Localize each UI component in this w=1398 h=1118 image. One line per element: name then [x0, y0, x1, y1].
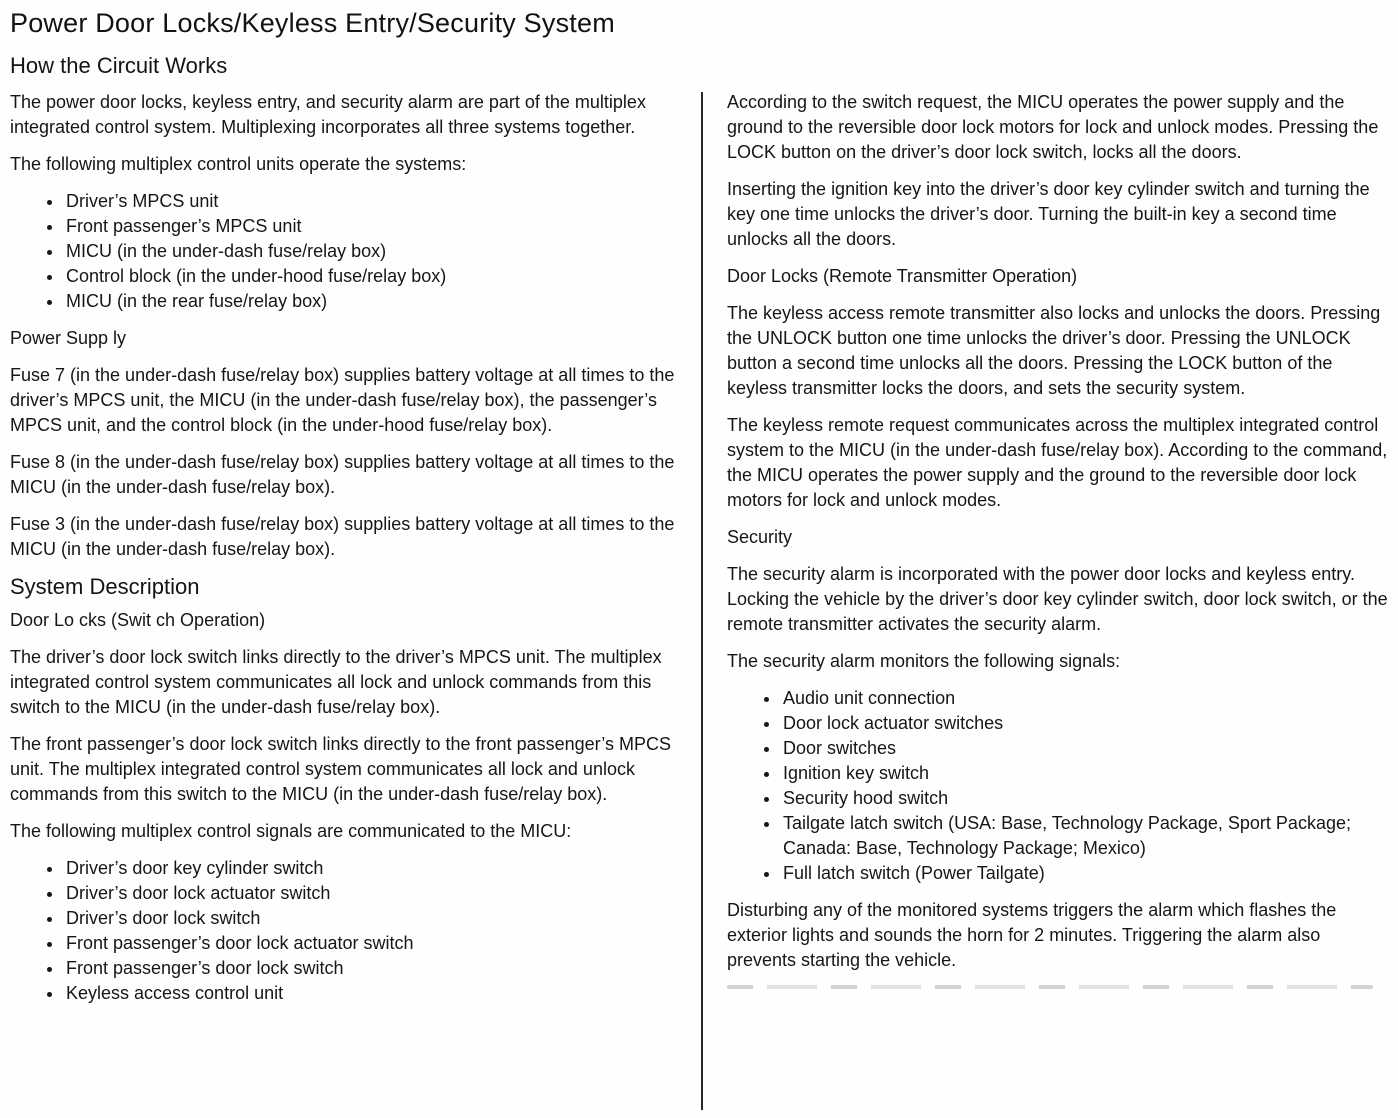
paragraph-driver-switch: The driver’s door lock switch links directly to the driver’s MPCS unit. The multiplex integrated control system communicates all lock and unlock commands from this switch to the MICU (in the under-dash fuse/relay box).	[10, 647, 662, 717]
paragraph-security-alarm: The security alarm is incorporated with the power door locks and keyless entry. Locking the vehicle by the driver’s door key cylinder switch, door lock switch, or the remote transmitter activates the security alarm.	[727, 564, 1388, 634]
list-item: • Driver’s door key cylinder switch	[64, 856, 686, 881]
paragraph-units-lead: The following multiplex control units operate the systems:	[10, 154, 467, 174]
list-item: • Front passenger’s door lock switch	[64, 956, 686, 981]
list-item: • Ignition key switch	[781, 761, 1393, 786]
multiplex-signals-list	[10, 856, 686, 1006]
list-item: • Security hood switch	[781, 786, 1393, 811]
page-title: Power Door Locks/Keyless Entry/Security System	[10, 8, 615, 38]
paragraph-switch-request: According to the switch request, the MICU operates the power supply and the ground to the reversible door lock motors for lock and unlock modes. Pressing the LOCK button on the driver’s door lock switch, locks all the doors.	[727, 92, 1379, 162]
right-column	[727, 90, 1393, 989]
paragraph-keyless-transmitter: The keyless access remote transmitter also locks and unlocks the doors. Pressing the UNLOCK button one time unlocks the driver’s door. Pressing the UNLOCK button a second time unlocks all the doors. Pressing the LOCK button of the keyless transmitter locks the doors, and sets the security system.	[727, 303, 1381, 398]
subheading-power-supply: Power Supp ly	[10, 328, 127, 348]
paragraph-ignition-key: Inserting the ignition key into the driver’s door key cylinder switch and turning the key one time unlocks the driver’s door. Turning the built-in key a second time unlocks all the doors.	[727, 179, 1370, 249]
paragraph-alarm-trigger: Disturbing any of the monitored systems triggers the alarm which flashes the exterior lights and sounds the horn for 2 minutes. Triggering the alarm also prevents starting the vehicle.	[727, 900, 1337, 970]
list-item: • Driver’s door lock switch	[64, 906, 686, 931]
page-header	[10, 8, 1390, 79]
paragraph-intro: The power door locks, keyless entry, and security alarm are part of the multiplex integrated control system. Multiplexing incorporates all three systems together.	[10, 92, 646, 137]
list-item: • Front passenger’s MPCS unit	[64, 214, 686, 239]
section-heading-system-description: System Description	[10, 574, 200, 599]
subheading-door-locks-switch-operation: Door Lo cks (Swit ch Operation)	[10, 610, 266, 630]
list-item: • MICU (in the under-dash fuse/relay box)	[64, 239, 686, 264]
control-units-list	[10, 189, 686, 314]
monitored-signals-list	[727, 686, 1393, 886]
list-item: • Front passenger’s door lock actuator switch	[64, 931, 686, 956]
list-item: • Control block (in the under-hood fuse/relay box)	[64, 264, 686, 289]
paragraph-keyless-request: The keyless remote request communicates across the multiplex integrated control system to the MICU (in the under-dash fuse/relay box). According to the command, the MICU operates the power supply and the ground to the reversible door lock motors for lock and unlock modes.	[727, 415, 1388, 510]
paragraph-fuse8: Fuse 8 (in the under-dash fuse/relay box) supplies battery voltage at all times to the MICU (in the under-dash fuse/relay box).	[10, 452, 675, 497]
column-divider	[701, 92, 703, 1110]
list-item: • Door switches	[781, 736, 1393, 761]
list-item: • Keyless access control unit	[64, 981, 686, 1006]
section-heading-how-circuit-works: How the Circuit Works	[10, 53, 228, 78]
subheading-security: Security	[727, 527, 793, 547]
list-item: • MICU (in the rear fuse/relay box)	[64, 289, 686, 314]
paragraph-fuse7: Fuse 7 (in the under-dash fuse/relay box) supplies battery voltage at all times to the driver’s MPCS unit, the MICU (in the under-dash fuse/relay box), the passenger’s MPCS unit, and the control block (in the under-hood fuse/relay box).	[10, 365, 675, 435]
list-item: • Driver’s door lock actuator switch	[64, 881, 686, 906]
list-item: • Audio unit connection	[781, 686, 1393, 711]
clipped-text-artifact	[727, 985, 1373, 989]
paragraph-monitored-lead: The security alarm monitors the following signals:	[727, 651, 1121, 671]
subheading-door-locks-remote-operation: Door Locks (Remote Transmitter Operation)	[727, 266, 1078, 286]
list-item: • Full latch switch (Power Tailgate)	[781, 861, 1393, 886]
list-item: • Driver’s MPCS unit	[64, 189, 686, 214]
left-column	[10, 90, 686, 1018]
list-item: • Door lock actuator switches	[781, 711, 1393, 736]
paragraph-signals-lead: The following multiplex control signals are communicated to the MICU:	[10, 821, 572, 841]
paragraph-fuse3: Fuse 3 (in the under-dash fuse/relay box) supplies battery voltage at all times to the MICU (in the under-dash fuse/relay box).	[10, 514, 675, 559]
list-item: • Tailgate latch switch (USA: Base, Technology Package, Sport Package; Canada: Base, Technology Package; Mexico)	[781, 811, 1393, 861]
paragraph-passenger-switch: The front passenger’s door lock switch links directly to the front passenger’s MPCS unit. The multiplex integrated control system communicates all lock and unlock commands from this switch to the MICU (in the under-dash fuse/relay box).	[10, 734, 671, 804]
